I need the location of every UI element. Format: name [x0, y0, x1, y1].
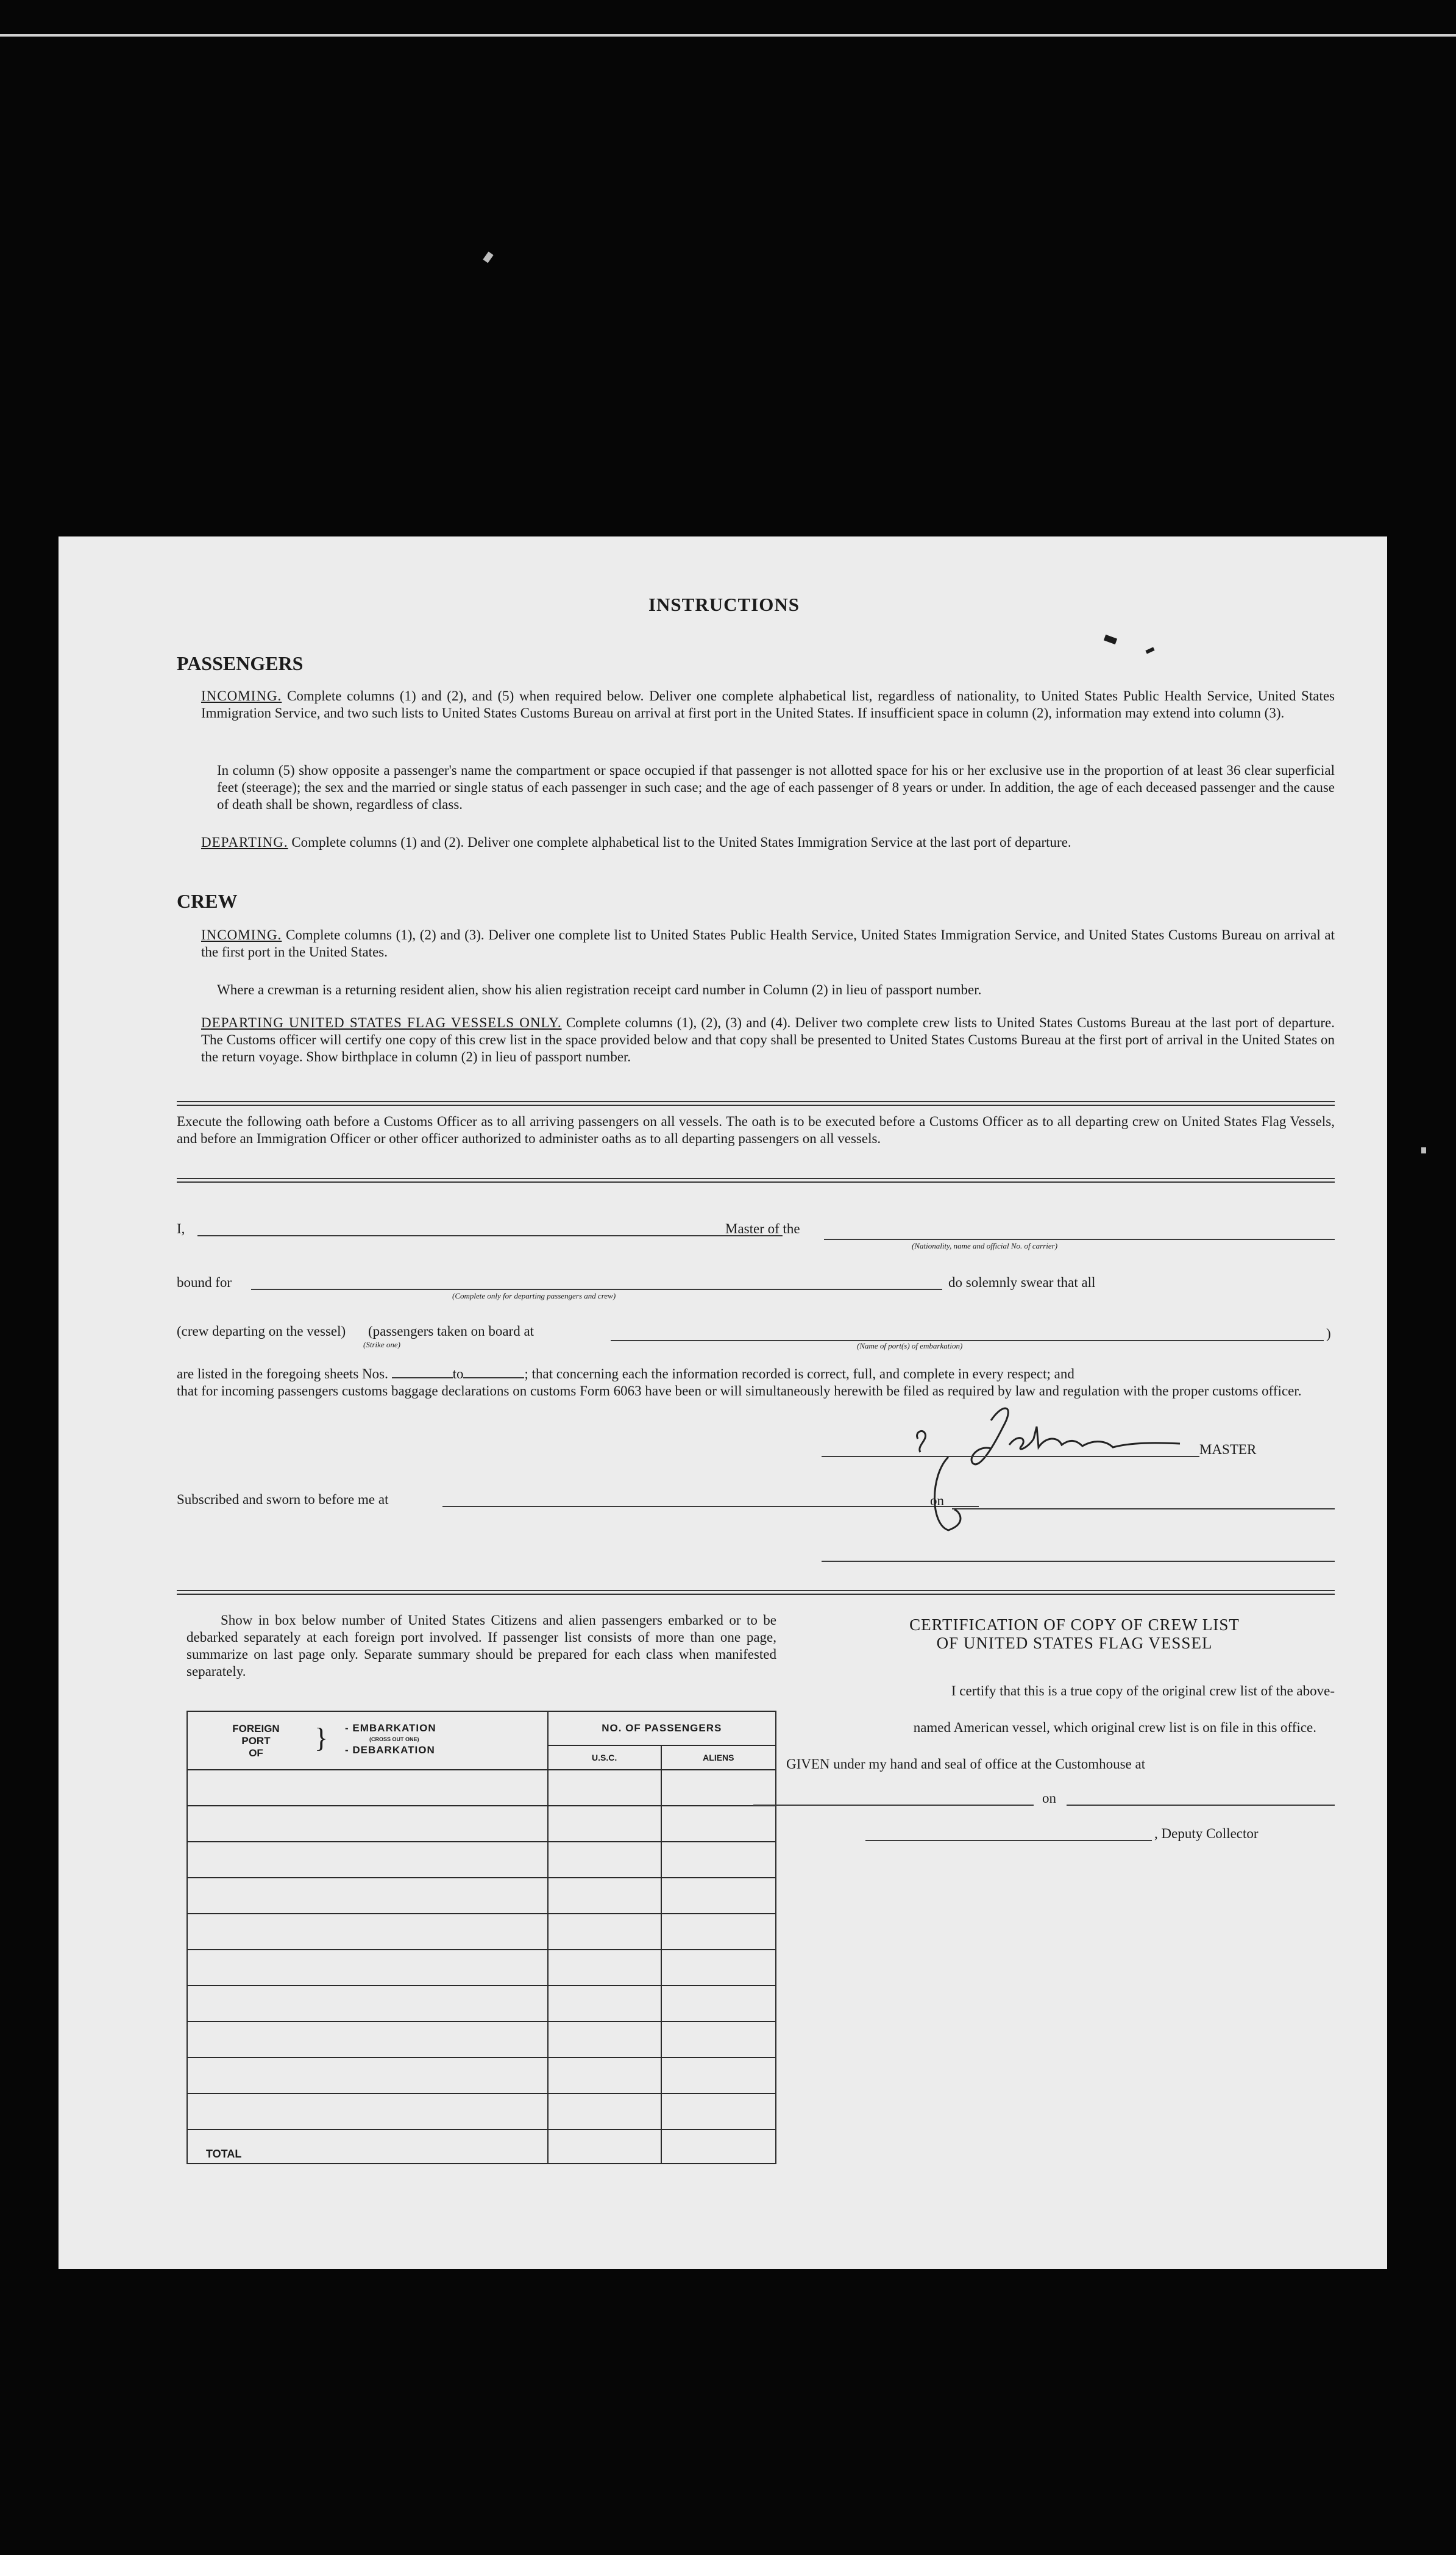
listed-prefix: are listed in the foregoing sheets Nos. [177, 1366, 388, 1381]
crew-incoming-label: INCOMING. [201, 927, 282, 943]
given-date-field[interactable] [1067, 1805, 1335, 1806]
foreign-port-of [219, 1723, 293, 1759]
divider [177, 1178, 1335, 1179]
passengers-incoming-text: Complete columns (1) and (2), and (5) when required below. Deliver one complete alphabetical list, regardless of nationality, to United States Public Health Service, United States Immigration Service, and two such lists to United States Customs Bureau on arrival at first port in the United States. If insufficient space in column (2), information may extend into column (3). [201, 688, 1335, 721]
certification-title-line1: CERTIFICATION OF COPY OF CREW LIST [909, 1616, 1240, 1634]
crew-departing-text: Complete columns (1), (2), (3) and (4). Deliver two complete crew lists to United States Customs Bureau at the last port of departure. The Customs officer will certify one copy of this crew list in the space provided below and that copy shall be presented to United States Customs Bureau at the first port of arrival in the United States on the return voyage. Show birthplace in column (2) in lieu of passport number. [201, 1015, 1335, 1064]
summary-port-cell[interactable] [187, 1770, 548, 1806]
summary-aliens-cell[interactable] [661, 1806, 776, 1842]
summary-usc-cell[interactable] [548, 2058, 661, 2094]
given-on-label: on [1042, 1791, 1056, 1806]
passengers-taken-option: (passengers taken on board at [368, 1324, 534, 1339]
crew-departing [201, 1014, 1335, 1066]
summary-aliens-cell[interactable] [661, 1986, 776, 2022]
scan-speck [483, 252, 493, 263]
crew-resident: Where a crewman is a returning resident alien, show his alien registration receipt card number in Column (2) in lieu of passport number. [217, 982, 982, 997]
certification-title [814, 1616, 1335, 1652]
master-signature-line[interactable] [822, 1456, 1199, 1457]
complete-only-caption: (Complete only for departing passengers and crew) [452, 1291, 616, 1300]
summary-port-cell[interactable] [187, 2022, 548, 2058]
summary-port-cell[interactable] [187, 2094, 548, 2129]
deputy-signature-line[interactable] [865, 1840, 1152, 1841]
summary-aliens-cell[interactable] [661, 1770, 776, 1806]
ports-field[interactable] [611, 1340, 1324, 1341]
given-line: GIVEN under my hand and seal of office at the Customhouse at [786, 1756, 1146, 1772]
summary-aliens-cell[interactable] [661, 1842, 776, 1878]
certify-line1: I certify that this is a true copy of the original crew list of the above- [951, 1683, 1335, 1698]
divider [177, 1101, 1335, 1102]
passengers-departing [201, 834, 1335, 851]
summary-port-cell[interactable] [187, 1950, 548, 1986]
foreign-label: FOREIGN [232, 1723, 280, 1734]
summary-port-cell[interactable] [187, 1914, 548, 1950]
summary-usc-cell[interactable] [548, 2022, 661, 2058]
scan-top-line [0, 34, 1456, 37]
summary-aliens-cell[interactable] [661, 1878, 776, 1914]
cross-out-note: (CROSS OUT ONE) [369, 1736, 419, 1742]
strike-caption: (Strike one) [363, 1340, 401, 1349]
summary-row [187, 1878, 776, 1914]
of-label: OF [249, 1747, 263, 1759]
listed-rest: that for incoming passengers customs baggage declarations on customs Form 6063 have been or will simultaneously herewith be filed as required by law and regulation with the proper customs officer. [177, 1383, 1302, 1399]
listed-suffix: ; that concerning each the information recorded is correct, full, and complete in every respect; and [524, 1366, 1074, 1381]
summary-port-cell[interactable] [187, 1986, 548, 2022]
total-usc-cell[interactable] [548, 2129, 661, 2164]
listed-to: to [452, 1366, 464, 1381]
summary-usc-cell[interactable] [548, 1914, 661, 1950]
carrier-field[interactable] [824, 1239, 1335, 1240]
customhouse-field[interactable] [753, 1805, 1034, 1806]
signature-text: S Johansen [912, 1468, 915, 1469]
sheet-to-field[interactable] [463, 1377, 524, 1378]
divider [177, 1594, 1335, 1595]
passenger-summary-table [186, 1711, 776, 2164]
summary-aliens-cell[interactable] [661, 1914, 776, 1950]
form-page [59, 536, 1387, 2269]
subscribed-on-label: on [930, 1493, 944, 1508]
summary-row [187, 1806, 776, 1842]
carrier-caption: (Nationality, name and official No. of carrier) [912, 1241, 1058, 1250]
summary-usc-cell[interactable] [548, 1770, 661, 1806]
summary-usc-cell[interactable] [548, 1842, 661, 1878]
passengers-column5: In column (5) show opposite a passenger's name the compartment or space occupied if that passenger is not allotted space for his or her exclusive use in the proportion of at least 36 clear superficial feet (steerage); the sex and the married or single status of each passenger in such case; and the age of each passenger of 8 years or under. In addition, the age of each deceased passenger and the cause of death shall be shown, regardless of class. [217, 763, 1335, 812]
divider [177, 1105, 1335, 1106]
deputy-collector-label: , Deputy Collector [1154, 1826, 1259, 1841]
crew-incoming-text: Complete columns (1), (2) and (3). Deliver one complete list to United States Public Health Service, United States Immigration Service, and United States Customs Bureau on arrival at the first port in the United States. [201, 927, 1335, 960]
oath-i-label: I, [177, 1221, 185, 1236]
port-label: PORT [241, 1735, 271, 1747]
summary-usc-cell[interactable] [548, 2094, 661, 2129]
passengers-incoming [201, 688, 1335, 722]
summary-port-cell[interactable] [187, 2058, 548, 2094]
embark-debark [345, 1723, 436, 1756]
crew-heading: CREW [177, 890, 238, 912]
passengers-incoming-label: INCOMING. [201, 688, 282, 704]
passengers-heading: PASSENGERS [177, 652, 304, 674]
certification-title-line2: OF UNITED STATES FLAG VESSEL [936, 1634, 1213, 1652]
summary-intro: Show in box below number of United States Citizens and alien passengers embarked or to be debarked separately at each foreign port involved. If passenger list consists of more than one page, summarize on last page only. Separate summary should be prepared for each class when manifested separately. [186, 1612, 776, 1679]
master-name-field[interactable] [197, 1235, 783, 1236]
port-header [187, 1711, 548, 1770]
summary-row [187, 1770, 776, 1806]
listed-line [177, 1366, 1335, 1383]
summary-row [187, 1986, 776, 2022]
passengers-departing-label: DEPARTING. [201, 835, 288, 850]
swear-text: do solemnly swear that all [948, 1275, 1096, 1290]
summary-usc-cell[interactable] [548, 1878, 661, 1914]
instructions-title: INSTRUCTIONS [648, 594, 800, 615]
master-label: MASTER [1199, 1442, 1257, 1457]
no-of-passengers-header: NO. OF PASSENGERS [548, 1711, 776, 1745]
summary-usc-cell[interactable] [548, 1950, 661, 1986]
summary-usc-cell[interactable] [548, 1986, 661, 2022]
certify-line2: named American vessel, which original crew list is on file in this office. [913, 1720, 1316, 1735]
crew-departing-label: DEPARTING UNITED STATES FLAG VESSELS ONLY. [201, 1015, 562, 1030]
divider [177, 1590, 1335, 1591]
passengers-departing-text: Complete columns (1) and (2). Deliver one complete alphabetical list to the United States Immigration Service at the last port of departure. [291, 835, 1071, 850]
summary-aliens-cell[interactable] [661, 2058, 776, 2094]
sheet-from-field[interactable] [392, 1377, 453, 1378]
scan-speck [1421, 1147, 1426, 1153]
total-label: TOTAL [187, 2129, 548, 2164]
bound-for-field[interactable] [251, 1289, 942, 1290]
debarkation-option[interactable]: - DEBARKATION [345, 1744, 435, 1756]
summary-row [187, 2094, 776, 2129]
subscribed-date-field[interactable] [952, 1508, 1335, 1509]
summary-row [187, 1914, 776, 1950]
summary-port-cell[interactable] [187, 1806, 548, 1842]
ports-caption: (Name of port(s) of embarkation) [857, 1341, 963, 1350]
crew-incoming [201, 927, 1335, 961]
oath-intro: Execute the following oath before a Customs Officer as to all arriving passengers on all vessels. The oath is to be executed before a Customs Officer as to all departing crew on United States Flag Vessels, and before an Immigration Officer or other officer authorized to administer oaths as to all departing passengers on all vessels. [177, 1114, 1335, 1146]
divider [177, 1181, 1335, 1183]
summary-port-cell[interactable] [187, 1842, 548, 1878]
summary-usc-cell[interactable] [548, 1806, 661, 1842]
subscribed-place-field[interactable] [442, 1506, 979, 1507]
brace: } [314, 1722, 328, 1753]
scan-mark [1104, 635, 1117, 644]
summary-aliens-cell[interactable] [661, 1950, 776, 1986]
summary-row [187, 1950, 776, 1986]
summary-port-cell[interactable] [187, 1878, 548, 1914]
summary-aliens-cell[interactable] [661, 2022, 776, 2058]
summary-row [187, 2058, 776, 2094]
crew-departing-option: (crew departing on the vessel) [177, 1324, 346, 1339]
officer-signature-line[interactable] [822, 1561, 1335, 1562]
master-of-label: Master of the [725, 1221, 800, 1236]
close-paren: ) [1326, 1326, 1331, 1341]
subscribed-label: Subscribed and sworn to before me at [177, 1492, 389, 1507]
summary-aliens-cell[interactable] [661, 2094, 776, 2129]
total-aliens-cell[interactable] [661, 2129, 776, 2164]
embarkation-option[interactable]: - EMBARKATION [345, 1722, 436, 1734]
aliens-header: ALIENS [661, 1745, 776, 1770]
bound-for-label: bound for [177, 1275, 232, 1290]
usc-header: U.S.C. [548, 1745, 661, 1770]
summary-row [187, 1842, 776, 1878]
scan-mark [1145, 647, 1154, 654]
summary-row [187, 2022, 776, 2058]
signature-loop [924, 1451, 973, 1536]
